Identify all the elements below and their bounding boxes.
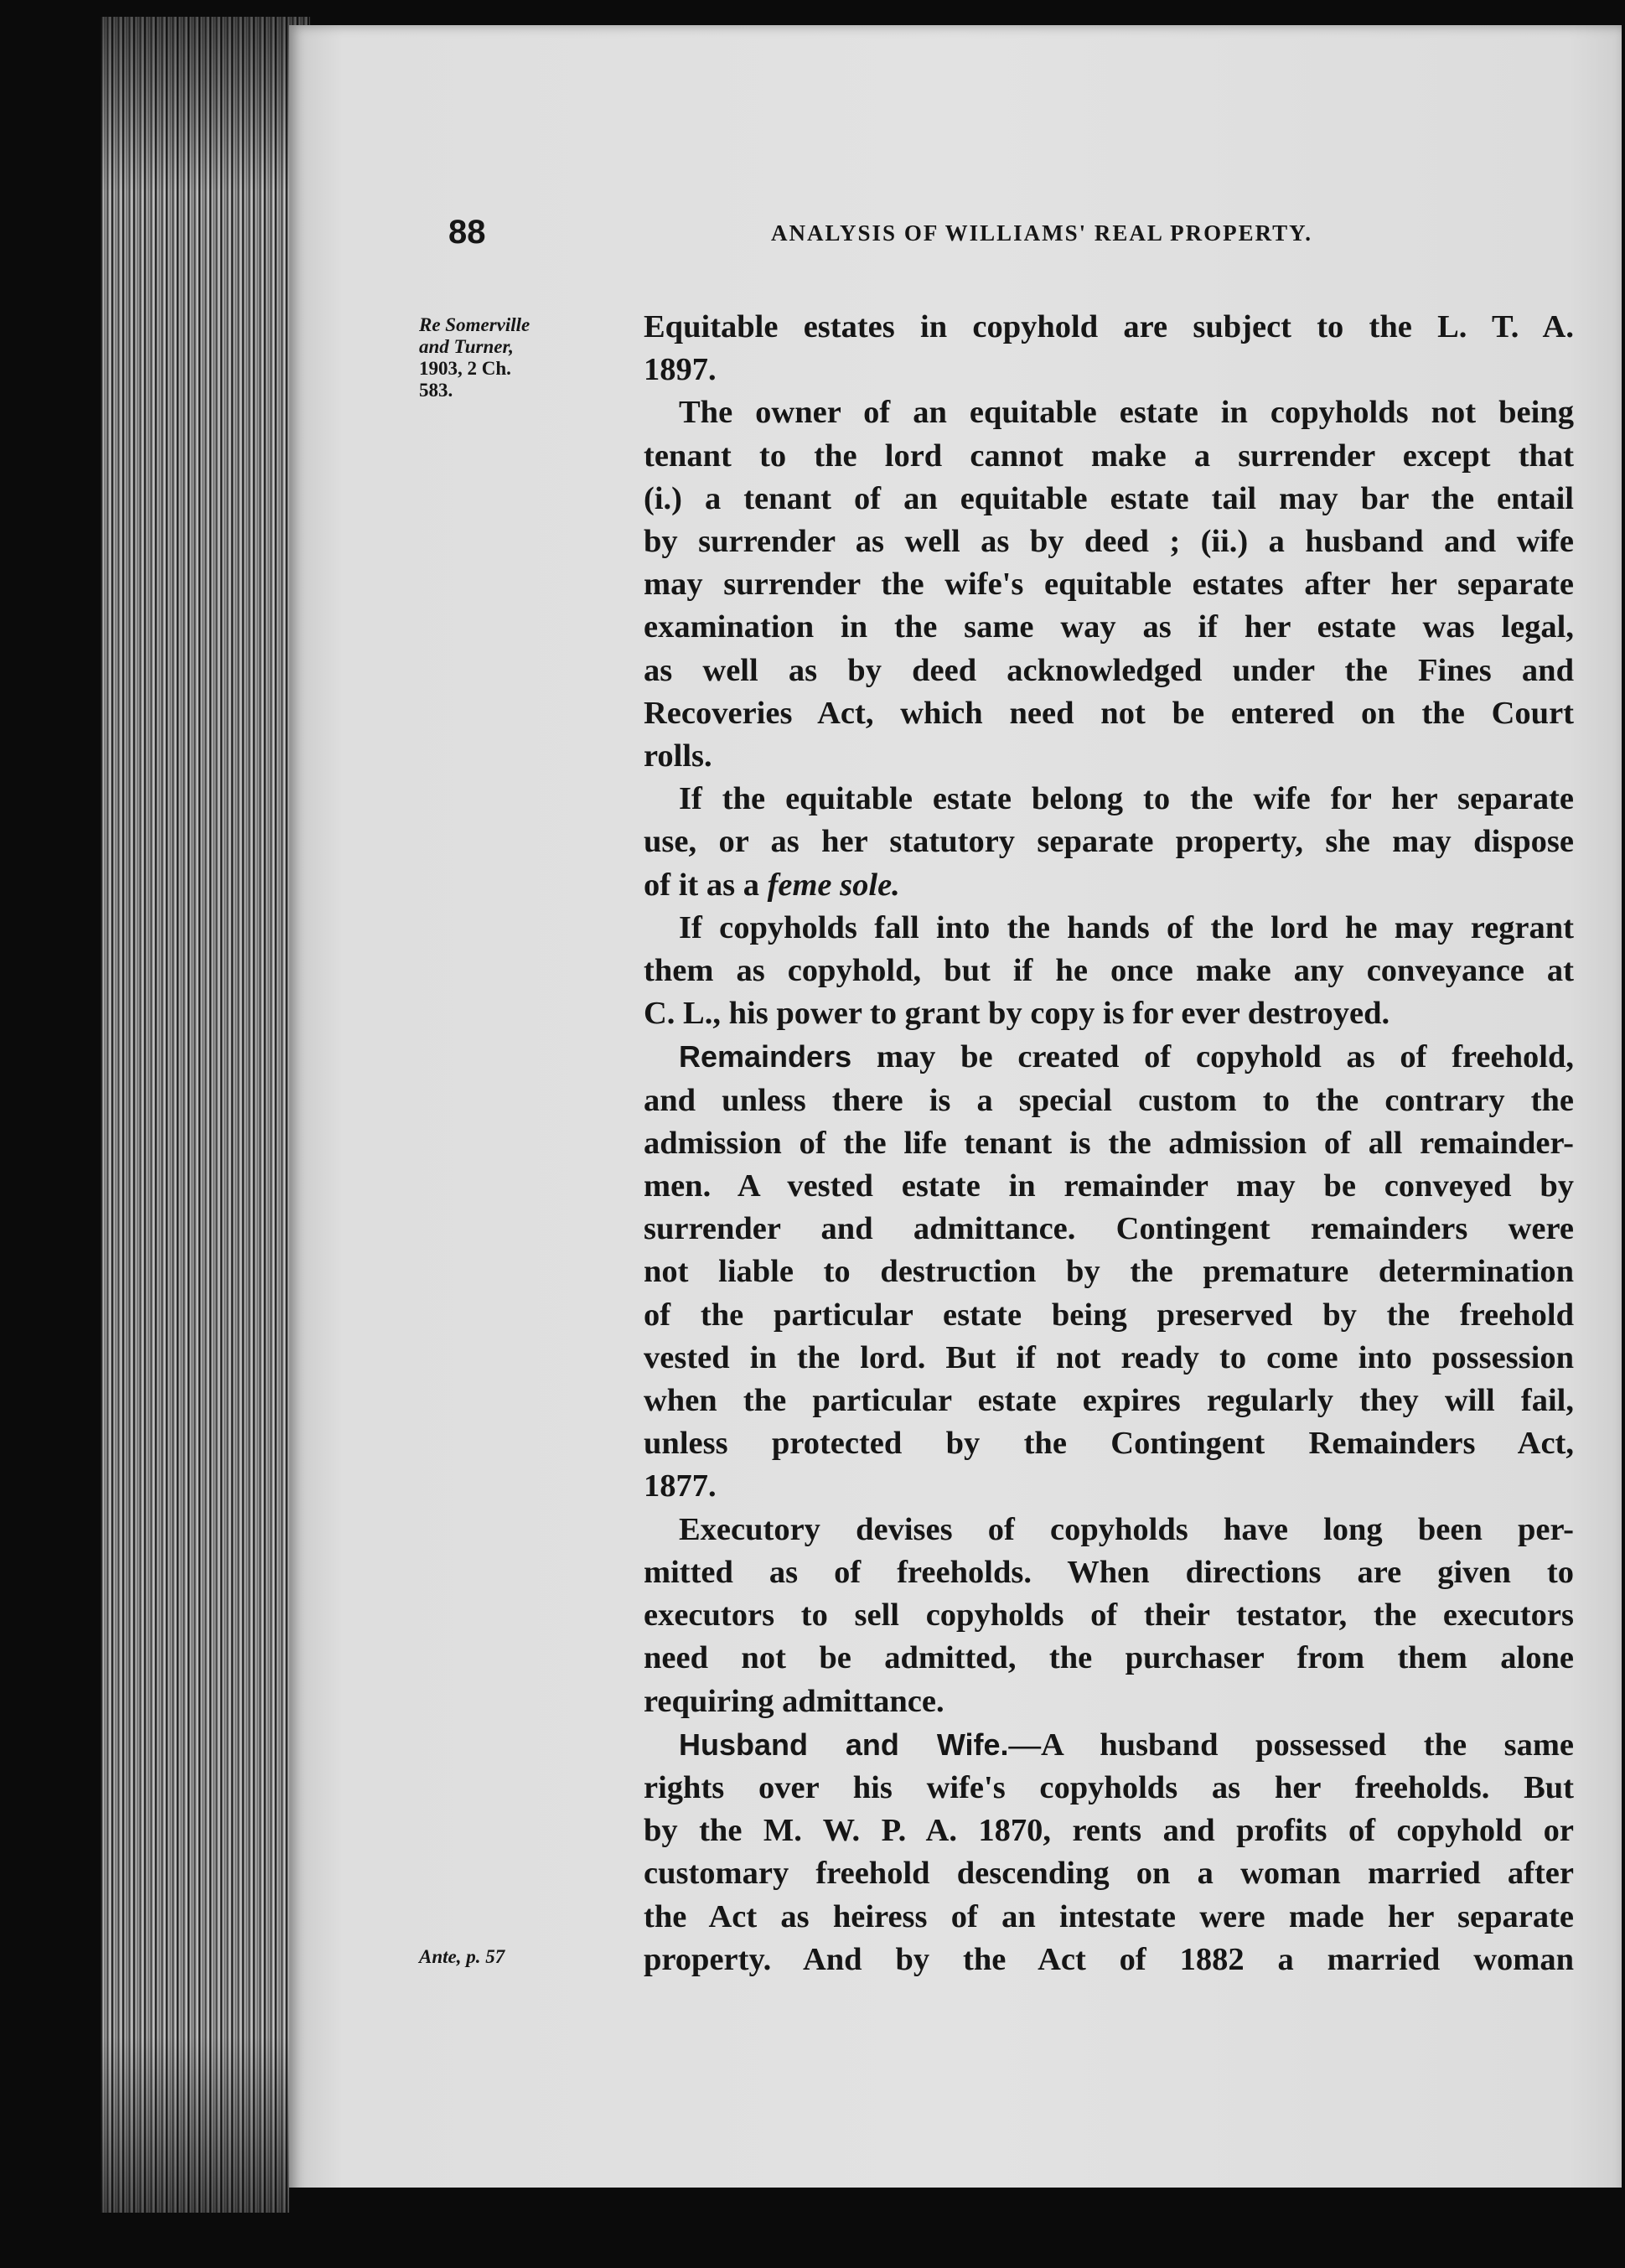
- text-line: tenant to the lord cannot make a surrender except that: [644, 438, 1574, 474]
- running-title: ANALYSIS OF WILLIAMS' REAL PROPERTY.: [771, 220, 1312, 246]
- text-line: If the equitable estate belong to the wife for her separate: [679, 781, 1574, 817]
- body-text: [644, 306, 1574, 1981]
- text-line: [644, 1035, 1574, 1079]
- text-fragment: may be created of copyhold as of freehold,: [851, 1039, 1574, 1075]
- text-line: 1877.: [644, 1468, 717, 1504]
- text-line: may surrender the wife's equitable estates after her separate: [644, 567, 1574, 603]
- text-line: If copyholds fall into the hands of the lord he may regrant: [679, 909, 1574, 945]
- running-head: [448, 214, 1571, 251]
- text-line: need not be admitted, the purchaser from them alone: [644, 1640, 1574, 1676]
- text-line: Recoveries Act, which need not be entered on the Court: [644, 695, 1574, 731]
- text-line: and unless there is a special custom to the contrary the: [644, 1082, 1574, 1118]
- text-line: C. L., his power to grant by copy is for ever destroyed.: [644, 996, 1390, 1032]
- text-line: Executory devises of copyholds have long been per-: [679, 1511, 1574, 1547]
- text-line: Equitable estates in copyhold are subject to the L. T. A.: [644, 309, 1574, 344]
- text-line: the Act as heiress of an intestate were made her separate: [644, 1898, 1574, 1934]
- page-number: 88: [448, 214, 486, 251]
- text-line: unless protected by the Contingent Remainders Act,: [644, 1426, 1574, 1462]
- text-line: use, or as her statutory separate property, she may dispose: [644, 824, 1574, 860]
- italic-term: feme sole.: [767, 867, 900, 903]
- margin-note-citation: [419, 314, 587, 401]
- text-line: The owner of an equitable estate in copyholds not being: [679, 395, 1574, 431]
- text-line: mitted as of freeholds. When directions are given to: [644, 1554, 1574, 1590]
- text-line: [644, 864, 1574, 907]
- text-line: rolls.: [644, 738, 712, 774]
- text-line: rights over his wife's copyholds as her freeholds. But: [644, 1769, 1574, 1805]
- margin-note-line: and Turner,: [419, 336, 514, 357]
- text-line: when the particular estate expires regularly they will fail,: [644, 1383, 1574, 1419]
- book-page-edges: [101, 17, 310, 2213]
- margin-note-line: 583.: [419, 380, 453, 401]
- text-fragment: —A husband possessed the same: [1008, 1727, 1574, 1763]
- section-heading-remainders: Remainders: [679, 1039, 852, 1074]
- margin-note-line: Re Somerville: [419, 314, 530, 335]
- text-line: requiring admittance.: [644, 1683, 944, 1719]
- text-line: property. And by the Act of 1882 a married woman: [644, 1941, 1574, 1977]
- text-line: 1897.: [644, 352, 717, 388]
- text-line: executors to sell copyholds of their testator, the executors: [644, 1597, 1574, 1634]
- text-line: vested in the lord. But if not ready to come into possession: [644, 1339, 1574, 1375]
- scan-bottom-border: [289, 2188, 1622, 2268]
- text-line: surrender and admittance. Contingent remainders were: [644, 1211, 1574, 1247]
- section-heading-husband-and-wife: Husband and Wife.: [679, 1727, 1009, 1762]
- text-line: of the particular estate being preserved by the freehold: [644, 1297, 1574, 1333]
- text-line: customary freehold descending on a woman married after: [644, 1856, 1574, 1892]
- text-line: by the M. W. P. A. 1870, rents and profits of copyhold or: [644, 1813, 1574, 1849]
- text-line: [644, 1723, 1574, 1767]
- margin-note-line: 1903, 2 Ch.: [419, 358, 511, 379]
- text-line: men. A vested estate in remainder may be conveyed by: [644, 1168, 1574, 1204]
- text-line: not liable to destruction by the premature determination: [644, 1254, 1574, 1290]
- text-line: them as copyhold, but if he once make any conveyance at: [644, 953, 1574, 989]
- margin-note-line: Ante, p. 57: [419, 1946, 505, 1967]
- text-fragment: of it as a: [644, 867, 768, 903]
- book-page: [289, 25, 1622, 2204]
- text-line: examination in the same way as if her estate was legal,: [644, 609, 1574, 645]
- text-line: as well as by deed acknowledged under the Fines and: [644, 652, 1574, 688]
- text-line: admission of the life tenant is the admission of all remainder-: [644, 1125, 1574, 1161]
- text-line: by surrender as well as by deed ; (ii.) a husband and wife: [644, 524, 1574, 560]
- margin-note-ante: [419, 1946, 637, 1968]
- text-line: (i.) a tenant of an equitable estate tail may bar the entail: [644, 480, 1574, 516]
